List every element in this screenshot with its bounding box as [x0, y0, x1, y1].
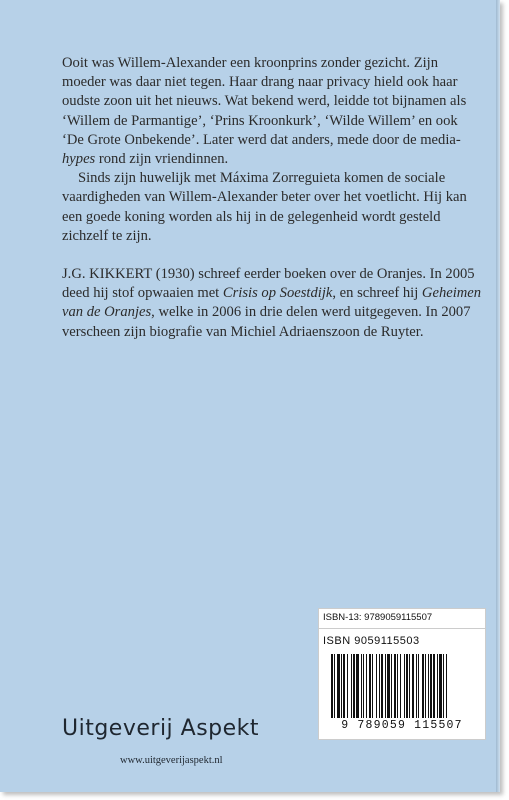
barcode-bar — [376, 654, 377, 718]
barcode-bar — [343, 654, 345, 718]
barcode-bar — [406, 654, 408, 718]
barcode-bar — [387, 654, 390, 718]
barcode-label — [318, 608, 486, 740]
barcode-bar — [400, 654, 401, 718]
barcode-bar — [356, 654, 359, 718]
author-bio: J.G. KIKKERT (1930) schreef eerder boeken over de Oranjes. In 2005 deed hij stof opwaaien met Crisis op Soestdijk, en schreef hij Geheimen van de Oranjes, welke in 2006 in drie delen werd uitgegeven. In 2007 verscheen zijn biografie van Michiel Adriaenszoon de Ruyter. — [62, 266, 482, 340]
barcode-bar — [331, 654, 333, 718]
isbn-13: ISBN-13: 9789059115507 — [323, 612, 433, 623]
barcode-bar — [437, 654, 438, 718]
barcode-bar — [351, 654, 352, 718]
barcode-bar — [418, 654, 419, 718]
barcode-bar — [361, 654, 362, 718]
barcode-bar — [369, 654, 371, 718]
barcode-bar — [428, 654, 429, 718]
publisher-name: Uitgeverij Aspekt — [62, 716, 260, 741]
barcode-bar — [394, 654, 396, 718]
barcode-bar — [409, 654, 410, 718]
barcode-bar — [337, 654, 340, 718]
barcode-bar — [391, 654, 392, 718]
barcode-bar — [430, 654, 432, 718]
blurb-paragraph-2: Sinds zijn huwelijk met Máxima Zorreguieta komen de sociale vaardigheden van Willem-Alexander beter over het voetlicht. Hij kan een goede koning worden als hij in de gelegenheid wordt gesteld zichzelf te zijn. — [62, 170, 467, 244]
barcode-bar — [341, 654, 342, 718]
barcode-bar — [412, 654, 414, 718]
barcode-bar — [397, 654, 398, 718]
barcode-bar — [334, 654, 335, 718]
barcode-bar — [439, 654, 442, 718]
barcode-bar — [433, 654, 435, 718]
barcode-bar — [381, 654, 383, 718]
blurb-text — [62, 54, 482, 342]
cover-edge — [496, 0, 500, 792]
barcode-digits: 9 789059 115507 — [341, 719, 463, 732]
barcode-bar — [443, 654, 444, 718]
blurb-paragraph-1: Ooit was Willem-Alexander een kroonprins zonder gezicht. Zijn moeder was daar niet tegen. Haar drang naar privacy hield ook haar oudste zoon uit het nieuws. Wat bekend werd, leidde tot bijnamen als ‘Willem de Parmantige’, ‘Prins Kroonkurk’, ‘Wilde Willem’ en ook ‘De Grote Onbekende’. Later werd dat anders, mede door de media-hypes rond zijn vriendinnen. — [62, 55, 467, 168]
barcode-bar — [379, 654, 380, 718]
barcode-bar — [422, 654, 424, 718]
barcode-bar — [347, 654, 348, 718]
barcode-bar — [416, 654, 417, 718]
barcode-bar — [366, 654, 367, 718]
barcode-bar — [404, 654, 405, 718]
barcode-bars — [329, 654, 479, 718]
barcode-bar — [385, 654, 386, 718]
barcode-bar — [353, 654, 355, 718]
barcode-divider — [319, 628, 485, 629]
barcode-bar — [446, 654, 447, 718]
publisher-website: www.uitgeverijaspekt.nl — [120, 755, 223, 766]
barcode-bar — [363, 654, 364, 718]
barcode-bar — [372, 654, 373, 718]
barcode-bar — [425, 654, 426, 718]
isbn-10: ISBN 9059115503 — [323, 635, 420, 647]
